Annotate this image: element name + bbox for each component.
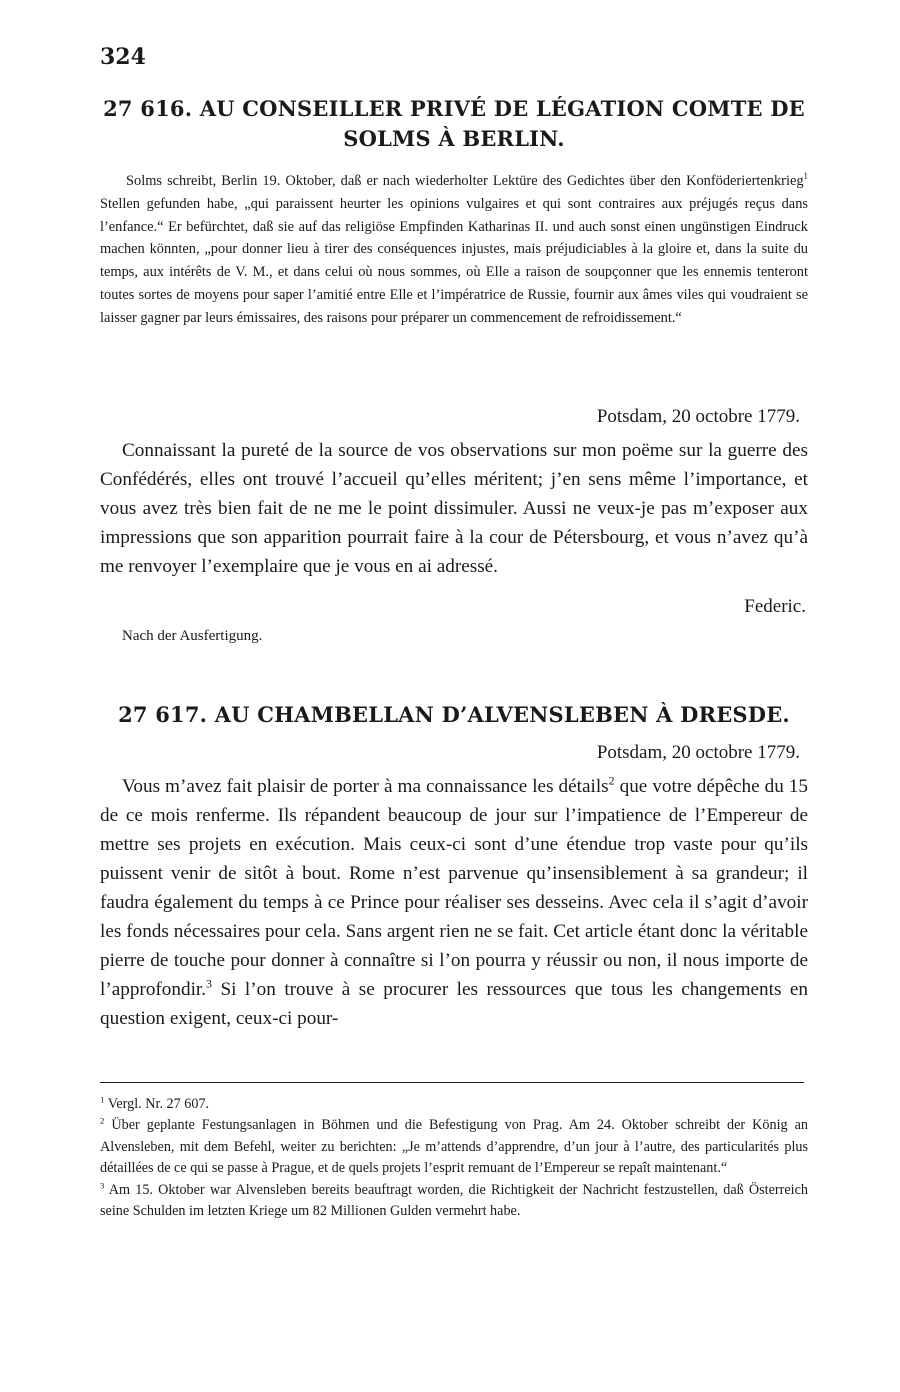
letter-body bbox=[100, 436, 808, 581]
footnote bbox=[100, 1115, 808, 1179]
signature: Federic. bbox=[744, 596, 806, 617]
letter-text: Si l’on trouve à se procurer les ressources que tous les changements en question exigent, ceux-ci pour- bbox=[100, 979, 808, 1029]
footnote-text: Über geplante Festungsanlagen in Böhmen und die Befestigung von Prag. Am 24. Oktober schreibt der König an Alvensleben, mit dem Befehl, weiter zu berichten: „Je m’attends d’apprendre, d’un jour à l’autre, des particularités plus détaillées de ce qui se passe à Prague, et de quels projets l’esprit remuant de l’Empereur se repaît maintenant.“ bbox=[100, 1117, 808, 1177]
letter-paragraph bbox=[100, 772, 808, 1033]
summary-paragraph bbox=[100, 170, 808, 330]
footnote-ref: 2 bbox=[608, 773, 615, 788]
place-date: Potsdam, 20 octobre 1779. bbox=[596, 742, 800, 763]
footnote-divider bbox=[100, 1082, 804, 1083]
heading-line: 27 616. AU CONSEILLER PRIVÉ DE LÉGATION COMTE DE bbox=[103, 96, 805, 121]
heading-line: SOLMS À BERLIN. bbox=[343, 126, 565, 151]
letter-heading bbox=[100, 94, 808, 154]
footnote-mark: 1 bbox=[100, 1094, 105, 1105]
page-number: 324 bbox=[100, 44, 146, 70]
footnote-mark: 3 bbox=[100, 1179, 105, 1190]
footnote-text: Am 15. Oktober war Alvensleben bereits beauftragt worden, die Richtigkeit der Nachricht festzustellen, daß Österreich seine Schulden im letzten Kriege um 82 Millionen Gulden vermehrt habe. bbox=[100, 1181, 808, 1220]
footnotes bbox=[100, 1094, 808, 1222]
letter-body bbox=[100, 772, 808, 1033]
letter-paragraph: Connaissant la pureté de la source de vos observations sur mon poëme sur la guerre des Confédérés, elles ont trouvé l’accueil qu’elles méritent; j’en sens même l’importance, et vous avez très bien fait de ne me le point dissimuler. Aussi ne veux-je pas m’exposer aux impressions que son apparition pourrait faire à la cour de Pétersbourg, et vous n’avez qu’à me renvoyer l’exemplaire que je vous en ai adressé. bbox=[100, 440, 808, 577]
source-note: Nach der Ausfertigung. bbox=[122, 628, 263, 644]
place-date: Potsdam, 20 octobre 1779. bbox=[596, 406, 800, 427]
summary-text: Stellen gefunden habe, „qui paraissent heurter les opinions vulgaires et qui sont contraires aux préjugés reçus dans l’enfance.“ Er befürchtet, daß sie auf das religiöse Empfinden Katharinas II. und auch sonst einen ungünstigen Eindruck machen könnten, „pour donner lieu à tirer des conséquences injustes, mais préjudiciables à la gloire et, dans la suite du temps, aux intérêts de V. M., et dans celui où nous sommes, où Elle a raison de soupçonner que les ennemis tenteront toutes sortes de moyens pour saper l’amitié entre Elle et l’impératrice de Russie, fournir aux âmes viles qui voudraient se laisser gagner par leurs émissaires, des raisons pour préparer un commencement de refroidissement.“ bbox=[100, 195, 808, 326]
footnote-ref: 3 bbox=[206, 976, 212, 991]
letter-text: Vous m’avez fait plaisir de porter à ma connaissance les détails bbox=[122, 776, 609, 797]
letter-heading: 27 617. AU CHAMBELLAN D’ALVENSLEBEN À DRESDE. bbox=[118, 702, 790, 727]
footnote-ref: 1 bbox=[803, 171, 808, 182]
footnote-mark: 2 bbox=[100, 1115, 105, 1126]
footnote-text: Vergl. Nr. 27 607. bbox=[104, 1096, 210, 1112]
editorial-summary bbox=[100, 170, 808, 330]
summary-text: Solms schreibt, Berlin 19. Oktober, daß er nach wiederholter Lektüre des Gedichtes über den Konföderiertenkrieg bbox=[126, 173, 804, 189]
footnote bbox=[100, 1094, 808, 1115]
footnote bbox=[100, 1180, 808, 1223]
letter-text: que votre dépêche du 15 de ce mois renferme. Ils répandent beaucoup de jour sur l’impatience de l’Empereur de mettre ses projets en exécution. Mais ceux-ci sont d’une étendue trop vaste pour qu’ils puissent venir de sitôt à bout. Rome n’est parvenue qu’insensiblement à sa grandeur; il faudra également du temps à ce Prince pour réaliser ses desseins. Avec cela il s’agit d’avoir les fonds nécessaires pour cela. Sans argent rien ne se fait. Cet article étant donc la véritable pierre de touche pour donner à connaître si l’on pourra y réussir ou non, il nous importe de l’approfondir. bbox=[100, 776, 808, 1000]
